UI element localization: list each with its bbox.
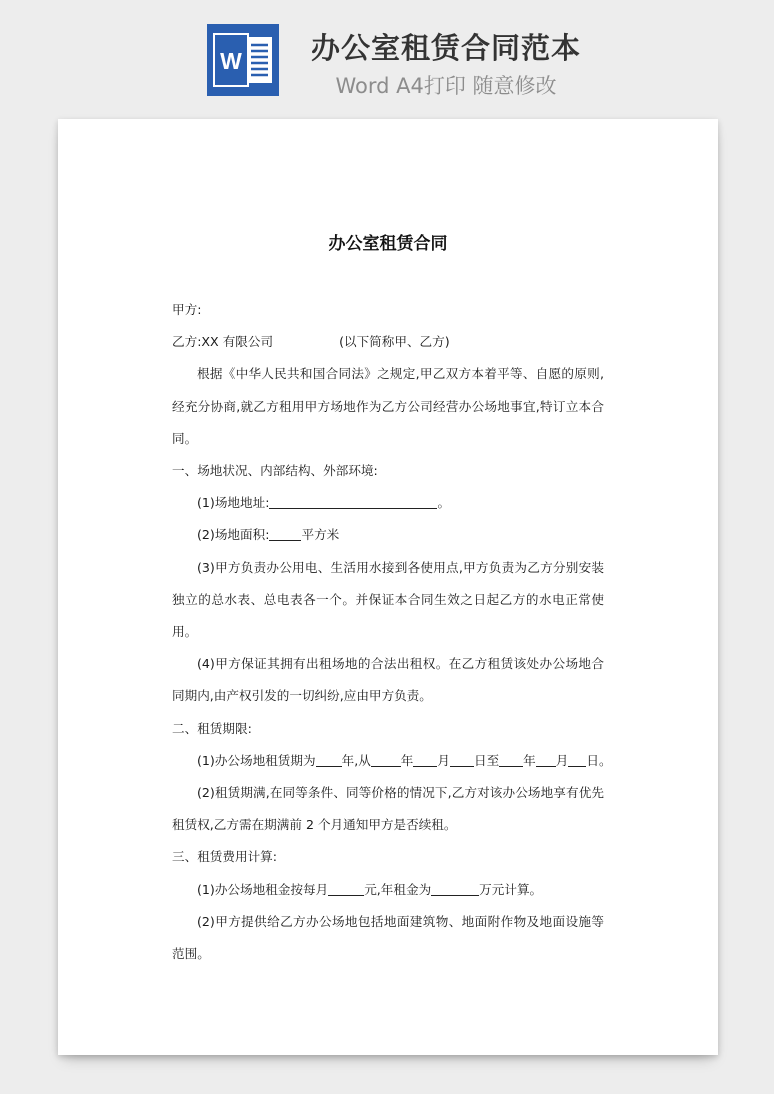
party-b-line: [172, 326, 604, 358]
monthly-rent-text: (1)办公场地租金按每月: [197, 881, 329, 897]
lease-from-text: 年,从: [341, 752, 371, 768]
section-1-item-3: (3)甲方负责办公用电、生活用水接到各使用点,甲方负责为乙方分别安装独立的总水表、总电表各一个。并保证本合同生效之日起乙方的水电正常使用。: [172, 559, 604, 640]
document-title: 办公室租赁合同: [328, 234, 448, 254]
start-year-unit: 年: [400, 752, 414, 768]
start-day-blank: [450, 752, 474, 767]
section-2-item-2: (2)租赁期满,在同等条件、同等价格的情况下,乙方对该办公场地享有优先租赁权,乙方需在期满前 2 个月通知甲方是否续租。: [172, 785, 604, 833]
end-day-blank: [568, 752, 586, 767]
lease-years-blank: [316, 752, 342, 767]
section-2-title: 二、租赁期限:: [172, 720, 252, 736]
start-month-blank: [413, 752, 437, 767]
party-a-line: 甲方:: [172, 302, 202, 317]
area-unit: 平方米: [301, 527, 340, 543]
end-day-unit: 日。: [586, 752, 612, 768]
address-blank: [269, 494, 437, 509]
party-b-name: 乙方:XX 有限公司: [172, 334, 274, 350]
intro-paragraph: 根据《中华人民共和国合同法》之规定,甲乙双方本着平等、自愿的原则,经充分协商,就乙方租用甲方场地作为乙方公司经营办公场地事宜,特订立本合同。: [172, 366, 604, 446]
section-1-item-2: [172, 519, 604, 551]
word-document-icon: [207, 24, 279, 96]
page-subtitle: Word A4打印 随意修改: [335, 74, 557, 98]
start-month-unit: 月: [437, 752, 450, 768]
end-month-blank: [536, 752, 556, 767]
address-end: 。: [437, 495, 451, 511]
end-year-unit: 年: [523, 752, 536, 768]
annual-rent-blank: [431, 881, 479, 896]
section-3-item-2: (2)甲方提供给乙方办公场地包括地面建筑物、地面附作物及地面设施等范围。: [172, 913, 604, 962]
document-body: [172, 294, 612, 970]
page-title: 办公室租赁合同范本: [310, 31, 581, 65]
area-label: (2)场地面积:: [197, 527, 270, 543]
section-1-title: 一、场地状况、内部结构、外部环境:: [172, 463, 378, 479]
section-1-item-1: [172, 487, 604, 519]
icon-letter: W: [220, 48, 242, 74]
section-2-item-1: [172, 745, 612, 777]
document-page: [58, 119, 718, 1055]
address-label: (1)场地地址:: [197, 495, 270, 511]
page-header: [0, 0, 774, 110]
monthly-rent-blank: [328, 881, 364, 896]
end-month-unit: 月: [555, 752, 569, 768]
annual-rent-unit: 万元计算。: [479, 881, 543, 897]
party-note: (以下简称甲、乙方): [339, 334, 450, 350]
section-3-title: 三、租赁费用计算:: [172, 849, 277, 865]
section-1-item-4: (4)甲方保证其拥有出租场地的合法出租权。在乙方租赁该处办公场地合同期内,由产权引发的一切纠纷,应由甲方负责。: [172, 656, 604, 704]
lease-term-text: (1)办公场地租赁期为: [197, 752, 316, 768]
annual-rent-text: 元,年租金为: [364, 881, 432, 897]
end-year-blank: [499, 752, 523, 767]
start-day-unit: 日至: [473, 752, 500, 768]
start-year-blank: [371, 752, 401, 767]
section-3-item-1: [172, 874, 604, 906]
area-blank: [269, 526, 301, 541]
